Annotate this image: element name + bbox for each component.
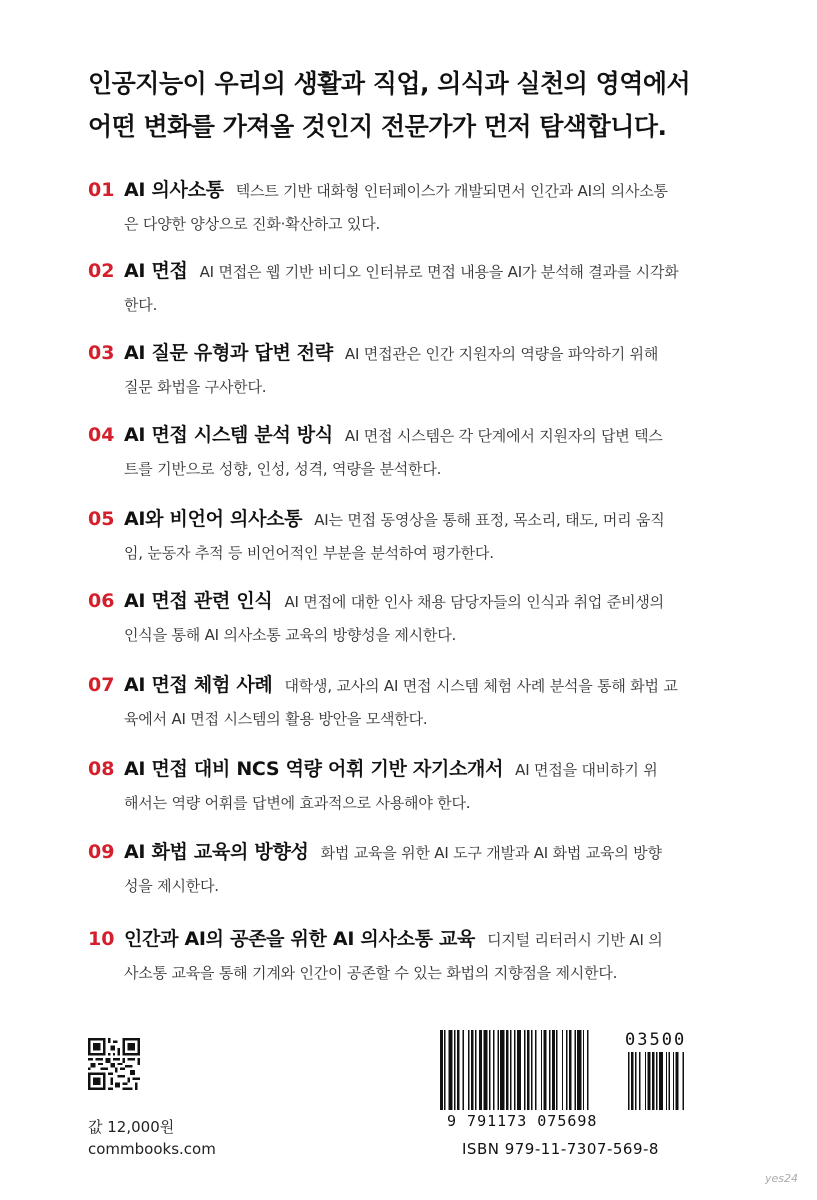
chapter-title: AI 의사소통: [124, 179, 224, 201]
chapter-title: AI 면접 시스템 분석 방식: [124, 424, 333, 446]
chapter-description-cont: 성을 제시한다.: [124, 877, 219, 895]
chapter-title: AI 면접 체험 사례: [124, 674, 273, 696]
chapter-description: 대학생, 교사의 AI 면접 시스템 체험 사례 분석을 통해 화법 교: [284, 677, 678, 695]
chapter-description-cont: 질문 화법을 구사한다.: [124, 378, 267, 396]
chapter-description-cont: 해서는 역량 어휘를 답변에 효과적으로 사용해야 한다.: [124, 794, 471, 812]
chapter-description-cont: 육에서 AI 면접 시스템의 활용 방안을 모색한다.: [124, 710, 428, 728]
chapter-number: 10: [88, 928, 115, 950]
chapter-description: AI는 면접 동영상을 통해 표정, 목소리, 태도, 머리 움직: [314, 511, 665, 529]
chapter-description: AI 면접은 웹 기반 비디오 인터뷰로 면접 내용을 AI가 분석해 결과를 시각화: [199, 263, 679, 281]
chapter-title: AI 면접: [124, 260, 188, 282]
chapter-description-cont: 은 다양한 양상으로 진화·확산하고 있다.: [124, 215, 381, 233]
chapter-description-cont: 사소통 교육을 통해 기계와 인간이 공존할 수 있는 화법의 지향점을 제시한다.: [124, 964, 618, 982]
chapter-number: 06: [88, 590, 115, 612]
chapter-title: AI 질문 유형과 답변 전략: [124, 342, 333, 364]
chapter-item: [88, 585, 728, 652]
chapter-number: 03: [88, 342, 115, 364]
chapter-description: 디지털 리터러시 기반 AI 의: [487, 931, 663, 949]
chapter-description-cont: 임, 눈동자 추적 등 비언어적인 부분을 분석하여 평가한다.: [124, 544, 494, 562]
chapter-number: 09: [88, 841, 115, 863]
chapter-number: 02: [88, 260, 115, 282]
chapter-item: [88, 923, 728, 990]
chapter-description-cont: 한다.: [124, 296, 158, 314]
headline-line-1: 인공지능이 우리의 생활과 직업, 의식과 실천의 영역에서: [88, 69, 691, 98]
chapter-description: AI 면접 시스템은 각 단계에서 지원자의 답변 텍스: [344, 427, 663, 445]
chapter-number: 08: [88, 758, 115, 780]
chapter-item: [88, 753, 728, 820]
headline-line-2: 어떤 변화를 가져올 것인지 전문가가 먼저 탐색합니다.: [88, 112, 667, 141]
barcode-addon-digits: 03500: [625, 1030, 687, 1050]
chapter-description-cont: 인식을 통해 AI 의사소통 교육의 방향성을 제시한다.: [124, 626, 457, 644]
chapter-title: AI 화법 교육의 방향성: [124, 841, 309, 863]
chapter-title: AI와 비언어 의사소통: [124, 508, 303, 530]
chapter-description: AI 면접에 대한 인사 채용 담당자들의 인식과 취업 준비생의: [284, 593, 664, 611]
chapter-item: [88, 255, 728, 322]
qr-code: [88, 1038, 140, 1090]
chapter-item: [88, 419, 728, 486]
barcode-digits: 9 791173 075698: [447, 1112, 598, 1130]
chapter-number: 07: [88, 674, 115, 696]
chapter-description: 화법 교육을 위한 AI 도구 개발과 AI 화법 교육의 방향: [320, 844, 662, 862]
chapter-description: AI 면접관은 인간 지원자의 역량을 파악하기 위해: [344, 345, 659, 363]
chapter-item: [88, 174, 728, 241]
watermark-mark: yes24: [765, 1172, 799, 1185]
isbn-number: ISBN 979-11-7307-569-8: [462, 1140, 659, 1158]
chapter-item: [88, 337, 728, 404]
chapter-title: 인간과 AI의 공존을 위한 AI 의사소통 교육: [124, 928, 476, 950]
publisher-website: commbooks.com: [88, 1140, 216, 1158]
chapter-number: 04: [88, 424, 115, 446]
chapter-number: 01: [88, 179, 115, 201]
back-cover-headline: [88, 62, 788, 148]
chapter-item: [88, 503, 728, 570]
chapter-item: [88, 836, 728, 903]
chapter-description: AI 면접을 대비하기 위: [515, 761, 658, 779]
chapter-title: AI 면접 관련 인식: [124, 590, 273, 612]
chapter-number: 05: [88, 508, 115, 530]
price-label: 값 12,000원: [88, 1118, 175, 1136]
chapter-description: 텍스트 기반 대화형 인터페이스가 개발되면서 인간과 AI의 의사소통: [235, 182, 668, 200]
chapter-item: [88, 669, 728, 736]
chapter-description-cont: 트를 기반으로 성향, 인성, 성격, 역량을 분석한다.: [124, 460, 442, 478]
chapter-title: AI 면접 대비 NCS 역량 어휘 기반 자기소개서: [124, 758, 504, 780]
